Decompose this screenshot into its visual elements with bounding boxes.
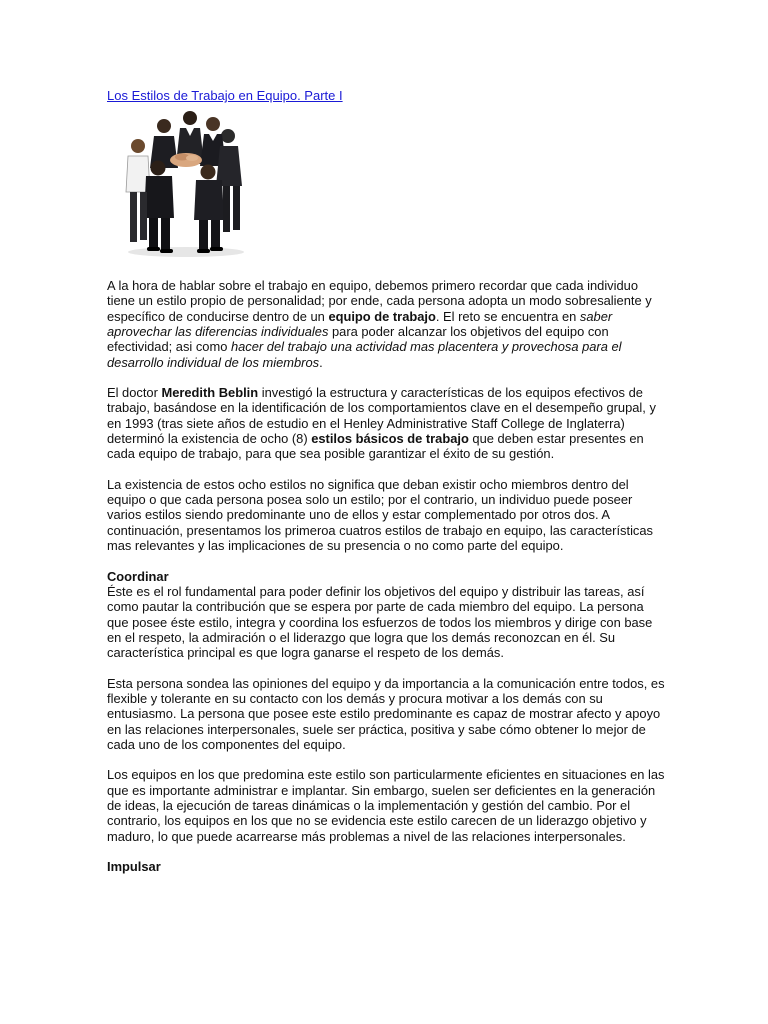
heading-coordinar: Coordinar <box>107 568 169 584</box>
heading-impulsar: Impulsar <box>107 859 161 874</box>
team-huddle-image <box>116 108 256 258</box>
paragraph-beblin: El doctor Meredith Beblin investigó la estructura y características de los equipos efectivos de trabajo, basándose en la identificación de los comportamientos clave en el desempeño grupal, y en 1993 (tras siete años de estudio en el Henley Administrative Staff College de Inglaterra) determinó la existencia de ocho (8) estilos básicos de trabajo que deben estar presentes en cada equipo de trabajo, para que sea posible garantizar el éxito de su gestión. <box>107 385 656 462</box>
paragraph-coordinar-teams: Los equipos en los que predomina este estilo son particularmente eficientes en situaciones en las que es importante administrar e implantar. Sin embargo, suelen ser deficientes en la generación de ideas, la ejecución de tareas dinámicas o la implementación y gestión del cambio. Por el contrario, los equipos en los que no se evidencia este estilo carecen de un liderazgo objetivo y maduro, lo que puede acarrearse más problemas a nivel de las relaciones interpersonales. <box>107 767 665 844</box>
paragraph-coordinar-role: Éste es el rol fundamental para poder definir los objetivos del equipo y distribuir las tareas, así como pautar la contribución que se espera por parte de cada miembro del equipo. La persona que posee éste estilo, integra y coordina los esfuerzos de todos los miembros y dirige con base en el respeto, la admiración o el liderazgo que logra que los demás reconozcan en él. Su característica principal es que logra ganarse el respeto de los demás. <box>107 583 653 661</box>
paragraph-coordinar-person: Esta persona sondea las opiniones del equipo y da importancia a la comunicación entre todos, es flexible y tolerante en su contacto con los demás y procura motivar a los demás con su entusiasmo. La persona que posee este estilo predominante es capaz de mostrar afecto y apoyo en las relaciones interpersonales, suele ser práctica, positiva y sabe cómo obtener lo mejor de cada uno de los componentes del equipo. <box>107 675 665 752</box>
article-title-link[interactable]: Los Estilos de Trabajo en Equipo. Parte I <box>107 88 343 103</box>
paragraph-eight-styles: La existencia de estos ocho estilos no significa que deban existir ocho miembros dentro del equipo o que cada persona posea solo un estilo; por el contrario, un individuo puede poseer varios estilos siendo predominante uno de ellos y estar complementado por otros dos. A continuación, presentamos los primeroa cuatros estilos de trabajo en equipo, las características mas relevantes y las implicaciones de su presencia o no como parte del equipo. <box>107 476 653 554</box>
paragraph-intro: A la hora de hablar sobre el trabajo en equipo, debemos primero recordar que cada individuo tiene un estilo propio de personalidad; por ende, cada persona adopta un modo sobresaliente y específico de conducirse dentro de un equipo de trabajo. El reto se encuentra en saber aprovechar las diferencias individuales para poder alcanzar los objetivos del equipo con efectividad; asi como hacer del trabajo una actividad mas placentera y provechosa para el desarrollo individual de los miembros. <box>107 278 652 370</box>
article-body <box>107 278 667 874</box>
